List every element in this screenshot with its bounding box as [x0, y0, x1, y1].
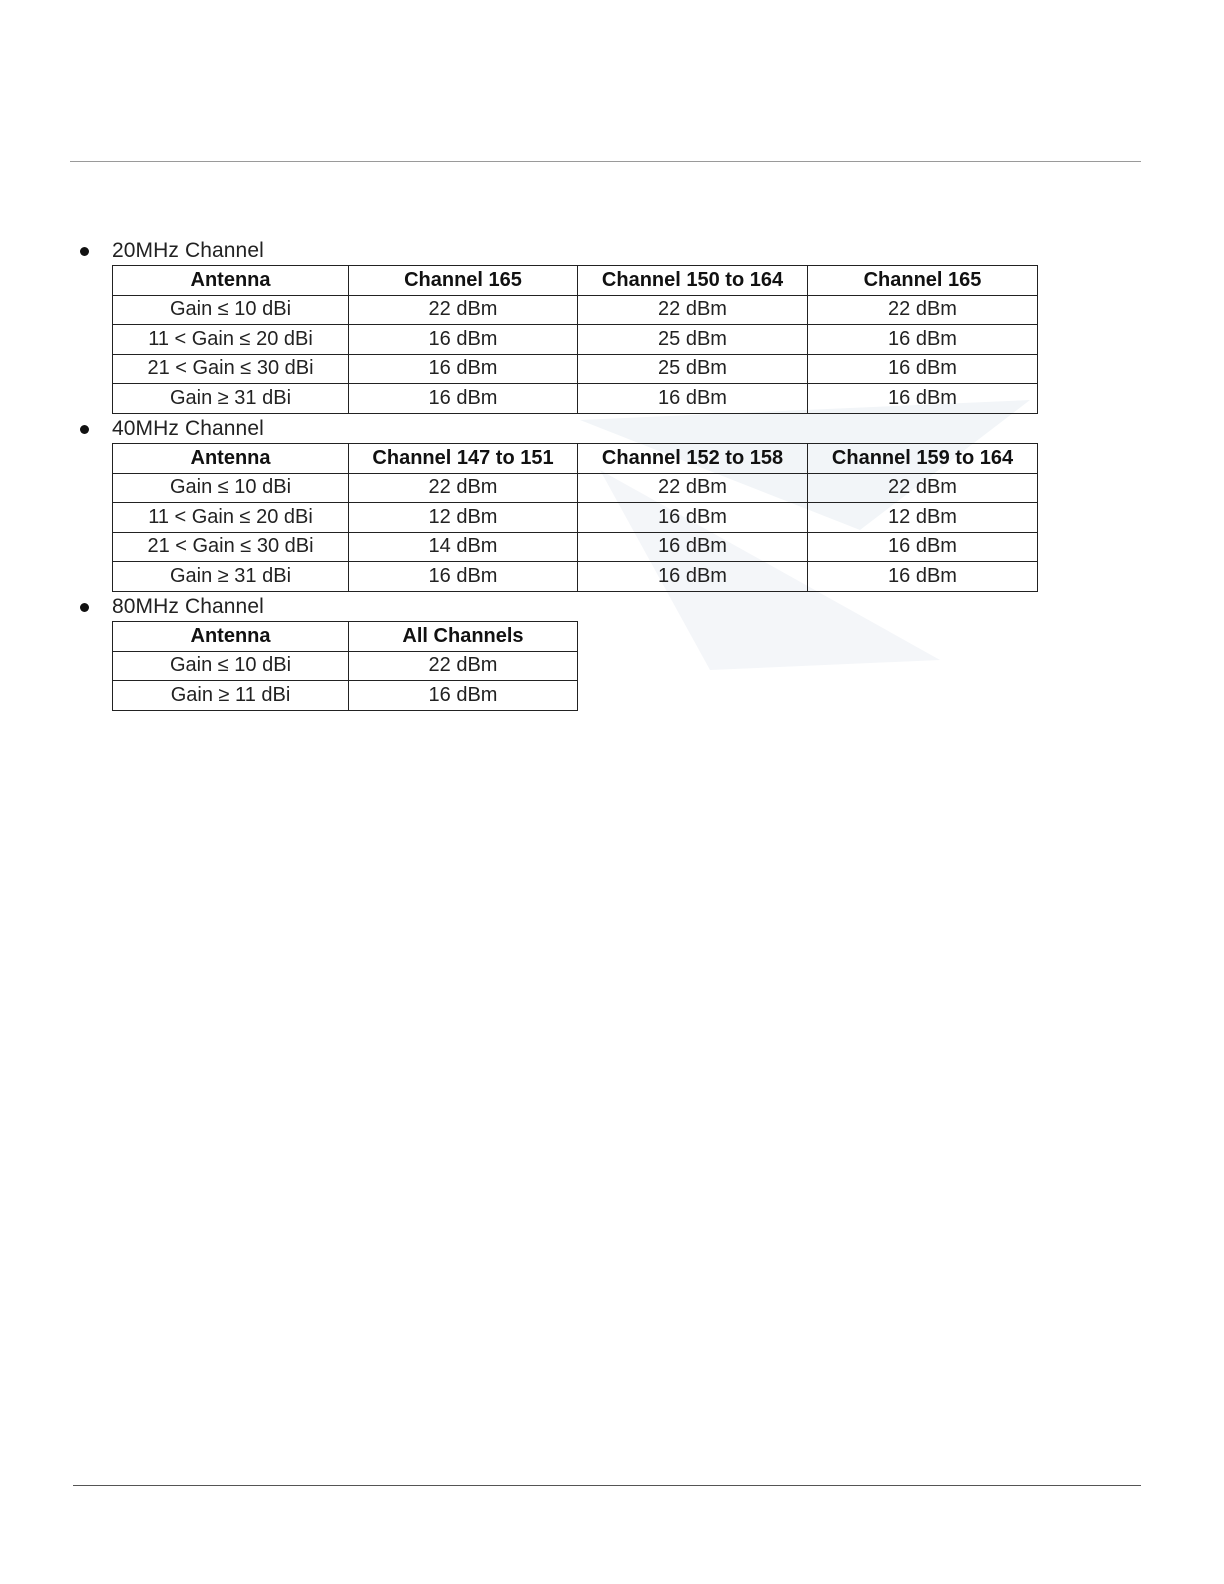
bullet-40mhz — [80, 414, 264, 444]
section-heading: 80MHz Channel — [112, 595, 264, 618]
power-cell: 22 dBm — [349, 651, 578, 681]
table-row — [113, 473, 1038, 503]
table-row — [113, 681, 578, 711]
table-header-row — [113, 444, 1038, 474]
power-cell: 22 dBm — [578, 295, 808, 325]
antenna-gain-cell: 21 < Gain ≤ 30 dBi — [113, 532, 349, 562]
table-row — [113, 503, 1038, 533]
bullet-80mhz — [80, 592, 264, 622]
column-header: Antenna — [113, 622, 349, 652]
power-cell: 16 dBm — [349, 354, 578, 384]
power-cell: 16 dBm — [578, 503, 808, 533]
column-header: Channel 150 to 164 — [578, 266, 808, 296]
power-table-40mhz — [112, 443, 1038, 592]
table-row — [113, 325, 1038, 355]
power-cell: 16 dBm — [349, 562, 578, 592]
antenna-gain-cell: Gain ≤ 10 dBi — [113, 295, 349, 325]
antenna-gain-cell: Gain ≥ 11 dBi — [113, 681, 349, 711]
table-row — [113, 562, 1038, 592]
power-cell: 22 dBm — [578, 473, 808, 503]
table-header-row — [113, 266, 1038, 296]
power-cell: 25 dBm — [578, 354, 808, 384]
bullet-20mhz — [80, 236, 264, 266]
column-header: Channel 159 to 164 — [808, 444, 1038, 474]
power-cell: 16 dBm — [808, 562, 1038, 592]
column-header: Channel 165 — [808, 266, 1038, 296]
power-cell: 16 dBm — [578, 384, 808, 414]
power-cell: 16 dBm — [578, 532, 808, 562]
bullet-dot-icon — [80, 247, 89, 256]
power-cell: 22 dBm — [808, 473, 1038, 503]
power-table-20mhz — [112, 265, 1038, 414]
column-header: Channel 147 to 151 — [349, 444, 578, 474]
column-header: Channel 165 — [349, 266, 578, 296]
power-cell: 16 dBm — [808, 325, 1038, 355]
power-cell: 16 dBm — [808, 354, 1038, 384]
table-row — [113, 651, 578, 681]
section-heading: 20MHz Channel — [112, 239, 264, 262]
power-cell: 16 dBm — [349, 681, 578, 711]
table-row — [113, 295, 1038, 325]
power-table-80mhz — [112, 621, 578, 711]
power-cell: 14 dBm — [349, 532, 578, 562]
power-cell: 22 dBm — [349, 295, 578, 325]
bullet-dot-icon — [80, 425, 89, 434]
section-heading: 40MHz Channel — [112, 417, 264, 440]
antenna-gain-cell: 21 < Gain ≤ 30 dBi — [113, 354, 349, 384]
table-row — [113, 354, 1038, 384]
antenna-gain-cell: Gain ≥ 31 dBi — [113, 384, 349, 414]
power-cell: 22 dBm — [808, 295, 1038, 325]
power-cell: 16 dBm — [578, 562, 808, 592]
power-cell: 16 dBm — [349, 325, 578, 355]
antenna-gain-cell: Gain ≥ 31 dBi — [113, 562, 349, 592]
table-header-row — [113, 622, 578, 652]
antenna-gain-cell: Gain ≤ 10 dBi — [113, 651, 349, 681]
column-header: Antenna — [113, 266, 349, 296]
power-cell: 12 dBm — [808, 503, 1038, 533]
column-header: Antenna — [113, 444, 349, 474]
table-row — [113, 384, 1038, 414]
table-row — [113, 532, 1038, 562]
bullet-dot-icon — [80, 603, 89, 612]
header-rule — [70, 161, 1141, 162]
power-cell: 16 dBm — [808, 532, 1038, 562]
column-header: All Channels — [349, 622, 578, 652]
power-cell: 16 dBm — [349, 384, 578, 414]
power-cell: 22 dBm — [349, 473, 578, 503]
power-cell: 25 dBm — [578, 325, 808, 355]
power-cell: 16 dBm — [808, 384, 1038, 414]
power-cell: 12 dBm — [349, 503, 578, 533]
antenna-gain-cell: Gain ≤ 10 dBi — [113, 473, 349, 503]
column-header: Channel 152 to 158 — [578, 444, 808, 474]
antenna-gain-cell: 11 < Gain ≤ 20 dBi — [113, 503, 349, 533]
footer-rule — [73, 1485, 1141, 1486]
antenna-gain-cell: 11 < Gain ≤ 20 dBi — [113, 325, 349, 355]
